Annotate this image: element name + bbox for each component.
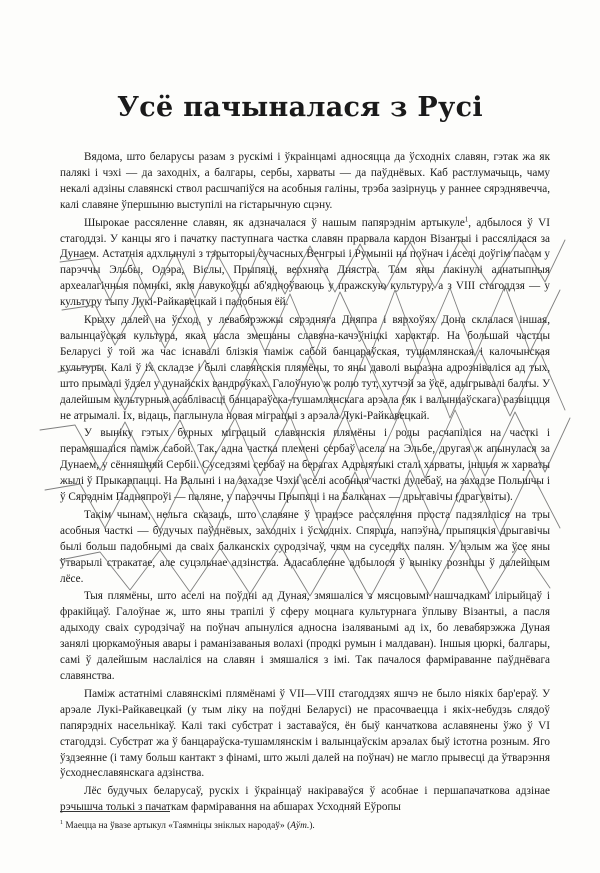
paragraph-3: Крыху далей на ўсход, у левабярэжжы сярэдняга Дняпра і вярхоўях Дона склалася іншая, валынцаўская культура, якая насла змешаны славяна-качэўніцкі характар. На большай частцы Беларусі ў той жа час існавалі блізкія паміж сабой банцараўская, тушамлянская і калочынская культуры. Калі ў іх складзе і былі славянскія плямёны, то яны даволі выразна адрозніваліся ад тых, што прымалі ўдзел у дунайскіх вандроўках. Галоўную ж ролю тут, хутчэй за ўсё, адыгрывалі балты. У далейшым культурныя асаблівасці банцараўска-тушамлянскага арэала (як і валынцаўскага) развіццця не атрымалі. Іх, відаць, паглынула новая міграцыі з арэала Лукі-Райкавецкай. — [60, 314, 550, 422]
paragraph-7: Паміж астатнімі славянскімі плямёнамі ў VII—VIII стагоддзях яшчэ не было ніякіх бар'ераў. У арэале Лукі-Райкавецкай (у тым ліку на поўдні Беларусі) не прасочваецца і якіх-небудзь слядоў папярэдніх насельнікаў. Калі такі субстрат і заставаўся, ён быў канчаткова аславянены ўжо ў VI стагоддзі. Субстрат жа ў банцараўска-тушамлянскім і валынцаўскім арэалах быў істотна розным. Яго ўздзеянне (і таму больш кантакт з фінамі, што жылі далей на поўнач) не магло прывесці да ўтварэння ўсходнеславянскага адзінства. — [60, 687, 550, 780]
footnote-text: Маецца на ўвазе артыкул «Таямніцы зніклых народаў» ( — [65, 821, 291, 832]
footnote — [60, 817, 550, 832]
footnote-after: ). — [309, 821, 315, 832]
article-body — [60, 150, 550, 818]
page-title: Усё пачыналася з Русі — [117, 92, 483, 123]
paragraph-6: Тыя плямёны, што аселі на поўдні ад Дуная, змяшаліся з мясцовымі нашчадкамі ілірыйцаў і фракійцаў. Галоўнае ж, што яны трапілі ў сферу моцнага культурнага ўплыву Візантыі, а пасля адыходу сваіх суродзічаў на поўнач апынуліся адносна ізаляванымі ад іх, бо левабярэжжа Дуная занялі цюркамоўныя авары і раманізаваныя волахі (продкі румын і малдаван). Іншыя цюркі, балгары, самі ў далейшым наслаіліся на славян і змяшаліся з імі. Так пачалося фарміраванне паўднёвага славянства. — [60, 590, 550, 682]
footnote-divider — [60, 811, 170, 812]
footnote-number: 1 — [60, 820, 63, 826]
paragraph-1: Вядома, што беларусы разам з рускімі і ўкраінцамі адносяцца да ўсходніх славян, гэтак жа як палякі і чэхі — да заходніх, а балгары, сербы, харваты — да паўднёвых. Каб растлумачыць, чаму некалі адзіны славянскі ствол расшчапіўся на асобныя галіны, трэба зазірнуць у раннее сярэднявечча, калі славяне ўпершыню выступілі на гістарычную сцэну. — [60, 151, 550, 211]
paragraph-8: Лёс будучых беларусаў, рускіх і ўкраінцаў накіраваўся ў асобнае і першапачаткова адзінае рэчышча толькі з пачаткам фарміравання на абшарах Усходняй Еўропы — [60, 785, 550, 814]
paragraph-2 — [60, 216, 550, 311]
paragraph-5: Такім чынам, нельга сказаць, што славяне ў працэсе рассялення проста падзяліліся на тры асобныя часткі — будучых паўднёвых, заходніх і ўсходніх. Спярша, напэўна, прыпяцкія дрыгавічы былі больш падобнымі да сваіх балканскіх суродзічаў, чым на суседніх палян. У цэлым жа ўсе яны ўтварылі стракатае, але суцэльнае адзінства. Адасабленне адбылося ў выніку розніцы ў далейшым лёсе. — [60, 508, 550, 585]
paragraph-2-start: Шырокае рассяленне славян, як адзначалася ў нашым папярэднім артыкуле — [84, 216, 465, 229]
paragraph-4: У выніку гэтых бурных міграцый славянскія плямёны і роды расчапіліся на часткі і перамяшаліся паміж сабой. Так, адна частка племені сербаў асела на Эльбе, другая ж апынулася за Дунаем, у сённяшняй Сербіі. Суседзямі сербаў на берагах Адрыятыкі сталі харваты, іншыя ж харваты жылі ў Прыкарпацці. На Валыні і на захадзе Чэхіі аселі асобныя часткі дулебаў, на захадзе Польшчы і ў Сярэднім Падняпроўі — паляне, у парэччы Прыпяці і на Балканах — дрыгавічы (драгувіты). — [60, 427, 550, 504]
paragraph-2-rest: , адбылося ў VI стагоддзі. У канцы яго і пачатку паступнага частка славян прарвала кардон Візантыі і рассялілася за Дунаем. Астатнія адхлынулі з тэрыторыі сучасных Венгрыі і Румыніі на поўнач і аселі доўгім пасам у парэччы Эльбы, Одэра, Віслы, Прыпяці, верхняга Днястра. Там яны пакінулі аднатыпныя археалагічныя помнікі, якія навукоўцы аб'ядноўваюць у пражскую культуру, а з VIII стагоддзя — у культуру тыпу Лукі-Райкавецкай і падобныя ёй. — [60, 216, 550, 309]
footnote-ref: 1 — [464, 214, 469, 223]
footnote-source: Аўт. — [290, 821, 310, 832]
